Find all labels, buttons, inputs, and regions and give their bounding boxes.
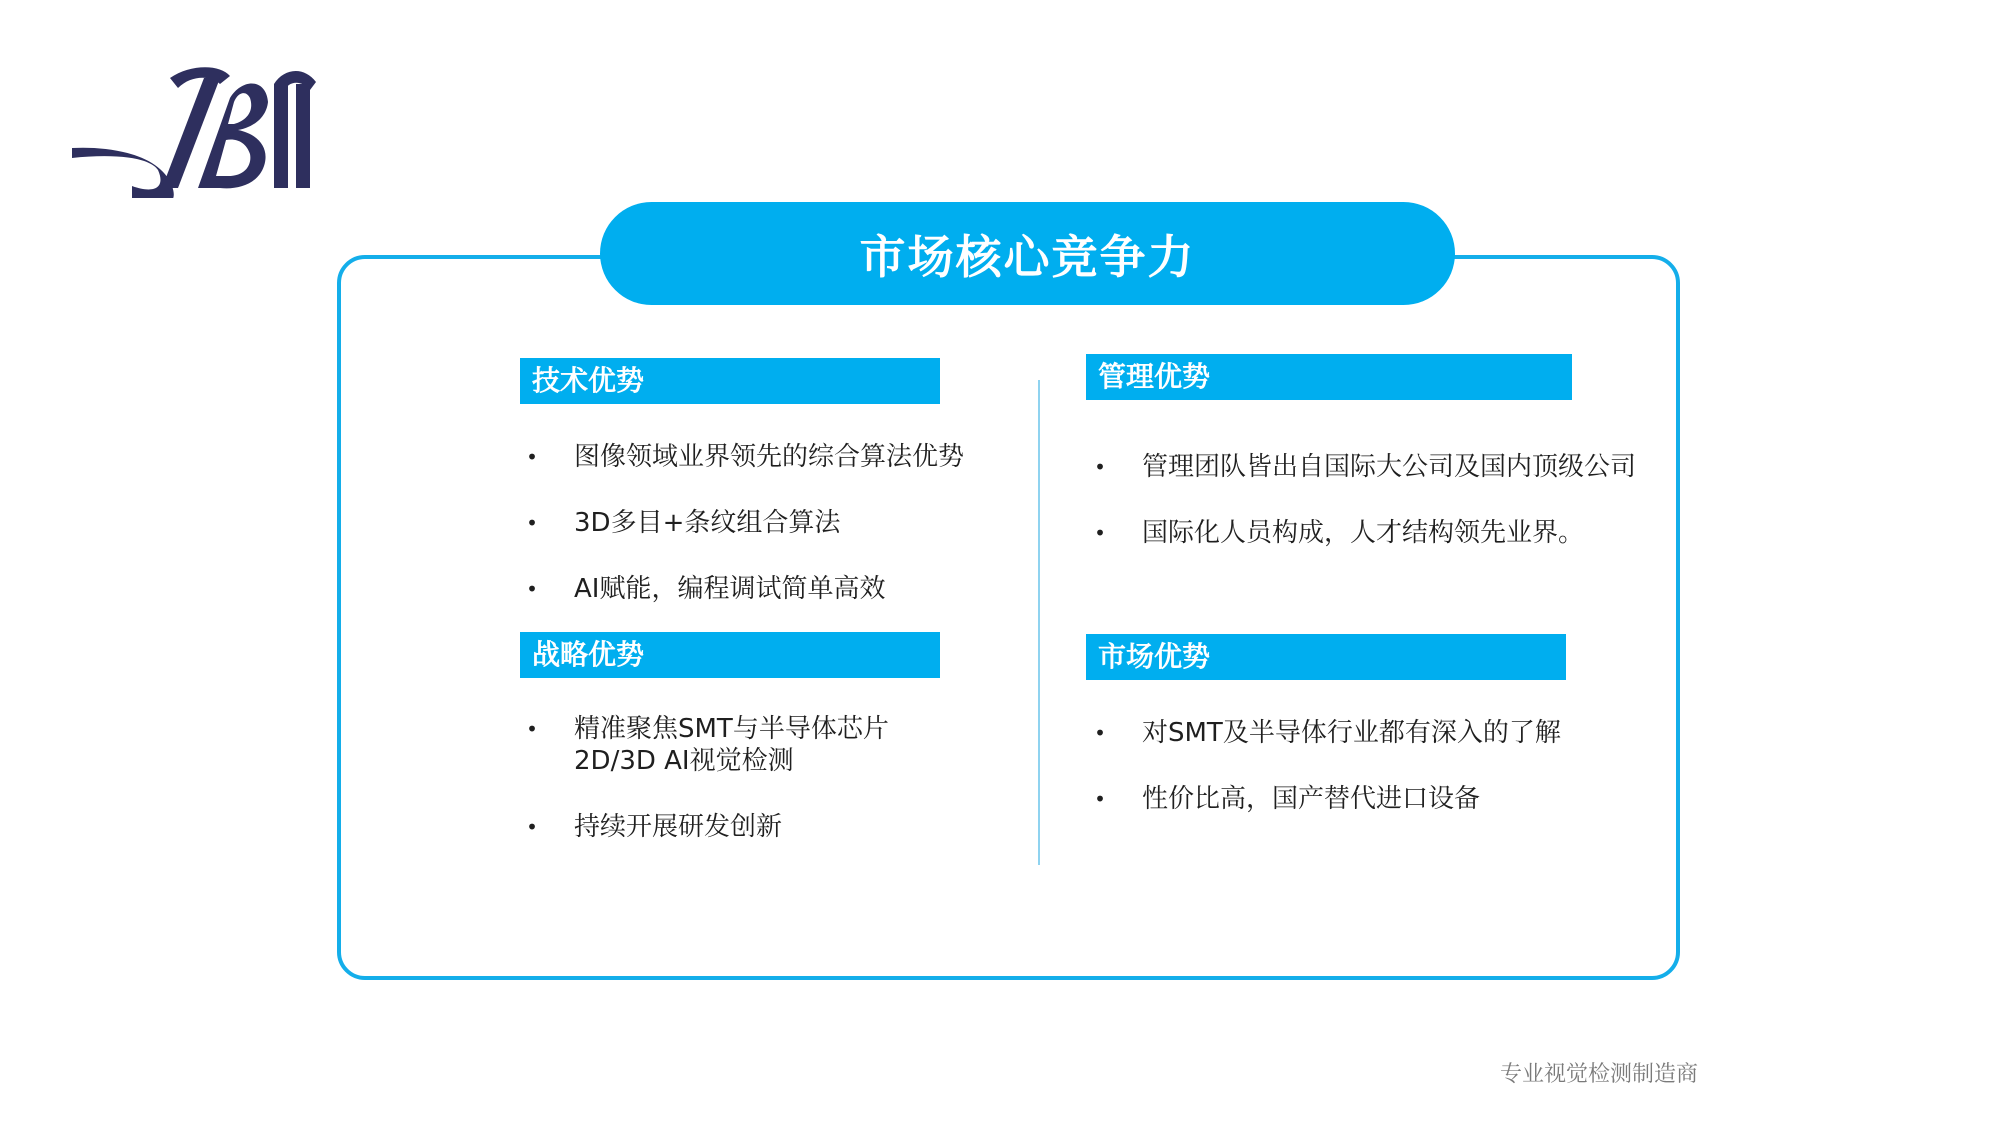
bullet-icon: • [526,717,538,741]
list-item-text: 对SMT及半导体行业都有深入的了解 [1142,718,1561,748]
list-item [1090,783,1670,815]
list-item [522,507,1022,539]
market-bullet-list [1090,717,1670,815]
list-item [522,811,1022,843]
management-bullet-list [1090,451,1670,549]
list-item-text: 精准聚焦SMT与半导体芯片 [574,714,889,744]
section-header-management: 管理优势 [1086,354,1572,400]
list-item-text: 性价比高，国产替代进口设备 [1142,784,1481,814]
strategy-bullet-list [522,713,1022,843]
list-item-text: 3D多目+条纹组合算法 [574,508,841,538]
list-item [1090,451,1670,483]
column-divider [1038,380,1040,865]
section-header-market: 市场优势 [1086,634,1566,680]
bullet-icon: • [526,511,538,535]
footer-tagline: 专业视觉检测制造商 [1500,1062,1699,1087]
slide-title: 市场核心竞争力 [600,202,1455,305]
bullet-icon: • [1094,521,1106,545]
list-item-text-continued: 2D/3D AI视觉检测 [574,746,794,776]
list-item [1090,517,1670,549]
list-item-text: 管理团队皆出自国际大公司及国内顶级公司 [1142,452,1637,482]
list-item [1090,717,1670,749]
list-item [522,441,1022,473]
list-item [522,713,1022,777]
list-item-text: 国际化人员构成，人才结构领先业界。 [1142,518,1585,548]
bullet-icon: • [526,577,538,601]
tech-bullet-list [522,441,1022,605]
section-header-strategy: 战略优势 [520,632,940,678]
list-item-text: 持续开展研发创新 [574,812,783,842]
bullet-icon: • [1094,787,1106,811]
list-item [522,573,1022,605]
bullet-icon: • [526,445,538,469]
bullet-icon: • [526,815,538,839]
jbm-logo-icon [70,58,330,198]
list-item-text: 图像领域业界领先的综合算法优势 [574,442,965,472]
list-item-text: AI赋能，编程调试简单高效 [574,574,886,604]
bullet-icon: • [1094,721,1106,745]
bullet-icon: • [1094,455,1106,479]
section-header-tech: 技术优势 [520,358,940,404]
